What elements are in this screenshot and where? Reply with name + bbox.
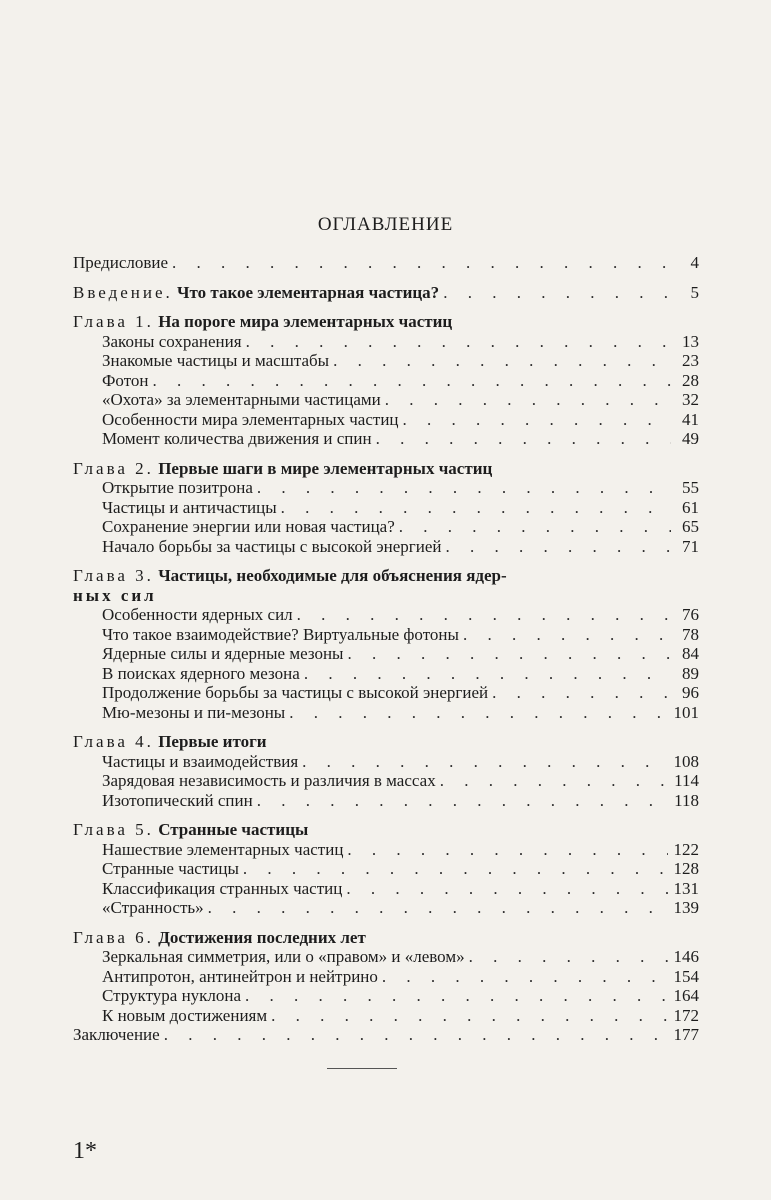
page-number: 65 [682,517,699,536]
chapter-heading-2 [73,459,699,479]
dot-leader [469,947,668,967]
chapter-title: Странные частицы [158,820,309,839]
entry-label: Структура нуклона [102,986,242,1005]
entry-label: В поисках ядерного мезона [102,663,300,683]
page-number: 131 [673,878,699,898]
dot-leader [208,898,668,918]
toc-entry [73,625,699,645]
dot-leader [289,703,667,723]
page-number: 41 [682,409,699,429]
entry-label: Особенности ядерных сил [102,605,293,624]
page-number: 164 [673,986,699,1005]
dot-leader [246,332,671,352]
entry-label: Зарядовая независимость и различия в массах [102,771,436,790]
toc-entry [73,410,699,430]
chapter-heading-1 [73,312,699,332]
chapter-heading-5 [73,820,699,840]
entry-label: Нашествие элементарных частиц [102,839,344,859]
page-number: 5 [690,282,699,302]
chapter-title: На пороге мира элементарных частиц [158,312,453,331]
dot-leader [153,371,671,391]
entry-label: Законы сохранения [102,331,242,351]
toc-entry [73,898,699,918]
dot-leader [443,283,671,303]
entry-label: Момент количества движения и спин [102,429,372,448]
page-number: 172 [673,1005,699,1025]
dot-leader [385,390,671,410]
entry-label: Сохранение энергии или новая частица? [102,517,395,536]
toc-entry [73,517,699,537]
chapter-title: Достижения последних лет [158,927,366,947]
toc-entry [73,537,699,557]
dot-leader [399,517,671,537]
entry-label: Предисловие [73,253,169,272]
chapter-title: Частицы, необходимые для объяснения ядер- [158,566,507,585]
toc-entry [73,664,699,684]
dot-leader [271,1006,667,1026]
entry-label: Странные частицы [102,859,239,878]
dot-leader [346,879,667,899]
page-number: 122 [673,839,699,859]
entry-label: Начало борьбы за частицы с высокой энергией [102,536,442,556]
entry-label: Классификация странных частиц [102,878,343,898]
toc-entry [73,429,699,449]
dot-leader [304,664,671,684]
toc-entry [73,986,699,1006]
toc-entry-intro [73,283,699,303]
entry-label: Ядерные силы и ядерные мезоны [102,644,344,663]
dot-leader [445,537,671,557]
page-number: 55 [682,478,699,497]
entry-label: Заключение [73,1025,160,1044]
toc-entry [73,771,699,791]
signature-mark: 1* [73,1138,97,1164]
toc-entry [73,879,699,899]
toc-entry [73,947,699,967]
toc-entry [73,390,699,410]
chapter-prefix: Глава 5. [73,820,154,839]
page-number: 146 [673,947,699,966]
entry-label: Зеркальная симметрия, или о «правом» и «левом» [102,947,465,966]
toc-entry [73,478,699,498]
dot-leader [403,410,671,430]
page-number: 128 [673,859,699,878]
chapter-prefix: Глава 4. [73,732,154,751]
entry-label: Фотон [102,370,149,390]
page-number: 32 [682,390,699,409]
dot-leader [297,605,671,625]
entry-title: Что такое элементарная частица? [177,282,440,302]
entry-label: Частицы и взаимодействия [102,751,299,771]
dot-leader [382,967,668,987]
dot-leader [333,351,671,371]
toc-entry [73,351,699,371]
toc-entry [73,1006,699,1026]
page-number: 177 [673,1025,699,1044]
page-number: 23 [682,351,699,370]
page-number: 114 [674,771,699,790]
entry-label: Открытие позитрона [102,478,253,497]
entry-label: Изотопический спин [102,790,253,810]
toc-entry [73,859,699,879]
toc-entry [73,332,699,352]
page-number: 71 [682,536,699,556]
dot-leader [281,498,671,518]
toc-entry [73,371,699,391]
page-number: 139 [673,898,699,917]
end-rule [327,1068,397,1069]
dot-leader [440,771,668,791]
entry-label: «Странность» [102,898,204,917]
page-number: 28 [682,370,699,390]
chapter-heading-3 [73,566,699,586]
dot-leader [257,791,668,811]
entry-label: Продолжение борьбы за частицы с высокой энергией [102,683,489,702]
page-number: 154 [673,966,699,986]
page-number: 89 [682,663,699,683]
entry-label: Частицы и античастицы [102,497,277,517]
dot-leader [245,986,667,1006]
chapter-prefix: Глава 3. [73,566,154,585]
entry-label: К новым достижениям [102,1005,268,1025]
dot-leader [463,625,671,645]
toc-entry [73,840,699,860]
dot-leader [376,429,671,449]
page-number: 96 [682,683,699,702]
toc-entry [73,498,699,518]
toc-entry-conclusion [73,1025,699,1045]
page-number: 78 [682,624,699,644]
page-title: ОГЛАВЛЕНИЕ [317,214,454,235]
chapter-prefix: Глава 1. [73,312,154,331]
table-of-contents [73,253,699,1045]
dot-leader [257,478,671,498]
dot-leader [492,683,671,703]
entry-label: Знакомые частицы и масштабы [102,351,330,370]
page-number: 4 [690,253,699,272]
chapter-heading-3-cont [73,586,699,606]
entry-prefix: Введение. [73,282,173,302]
toc-entry [73,967,699,987]
chapter-heading-4 [73,732,699,752]
page-number: 84 [682,644,699,663]
dot-leader [243,859,668,879]
toc-entry [73,752,699,772]
page-number: 13 [682,331,699,351]
entry-label: Мю-мезоны и пи-мезоны [102,702,286,722]
toc-entry [73,703,699,723]
dot-leader [164,1025,668,1045]
dot-leader [302,752,667,772]
entry-label: Что такое взаимодействие? Виртуальные фотоны [102,624,459,644]
dot-leader [347,644,671,664]
page-number: 76 [682,605,699,624]
chapter-prefix: Глава 2. [73,458,154,478]
chapter-title-continuation: ных сил [73,585,157,605]
toc-entry [73,644,699,664]
toc-entry [73,605,699,625]
entry-label: Особенности мира элементарных частиц [102,409,399,429]
dot-leader [347,840,667,860]
page-number: 49 [682,429,699,448]
page-number: 101 [673,702,699,722]
chapter-prefix: Глава 6. [73,927,154,947]
entry-label: Антипротон, антинейтрон и нейтрино [102,966,378,986]
page-number: 61 [682,497,699,517]
entry-label: «Охота» за элементарными частицами [102,390,381,409]
chapter-title: Первые шаги в мире элементарных частиц [158,458,493,478]
toc-entry-preface [73,253,699,273]
dot-leader [172,253,671,273]
toc-entry [73,791,699,811]
chapter-title: Первые итоги [158,732,267,751]
page-number: 108 [673,751,699,771]
chapter-heading-6 [73,928,699,948]
page-number: 118 [674,790,699,810]
toc-entry [73,683,699,703]
